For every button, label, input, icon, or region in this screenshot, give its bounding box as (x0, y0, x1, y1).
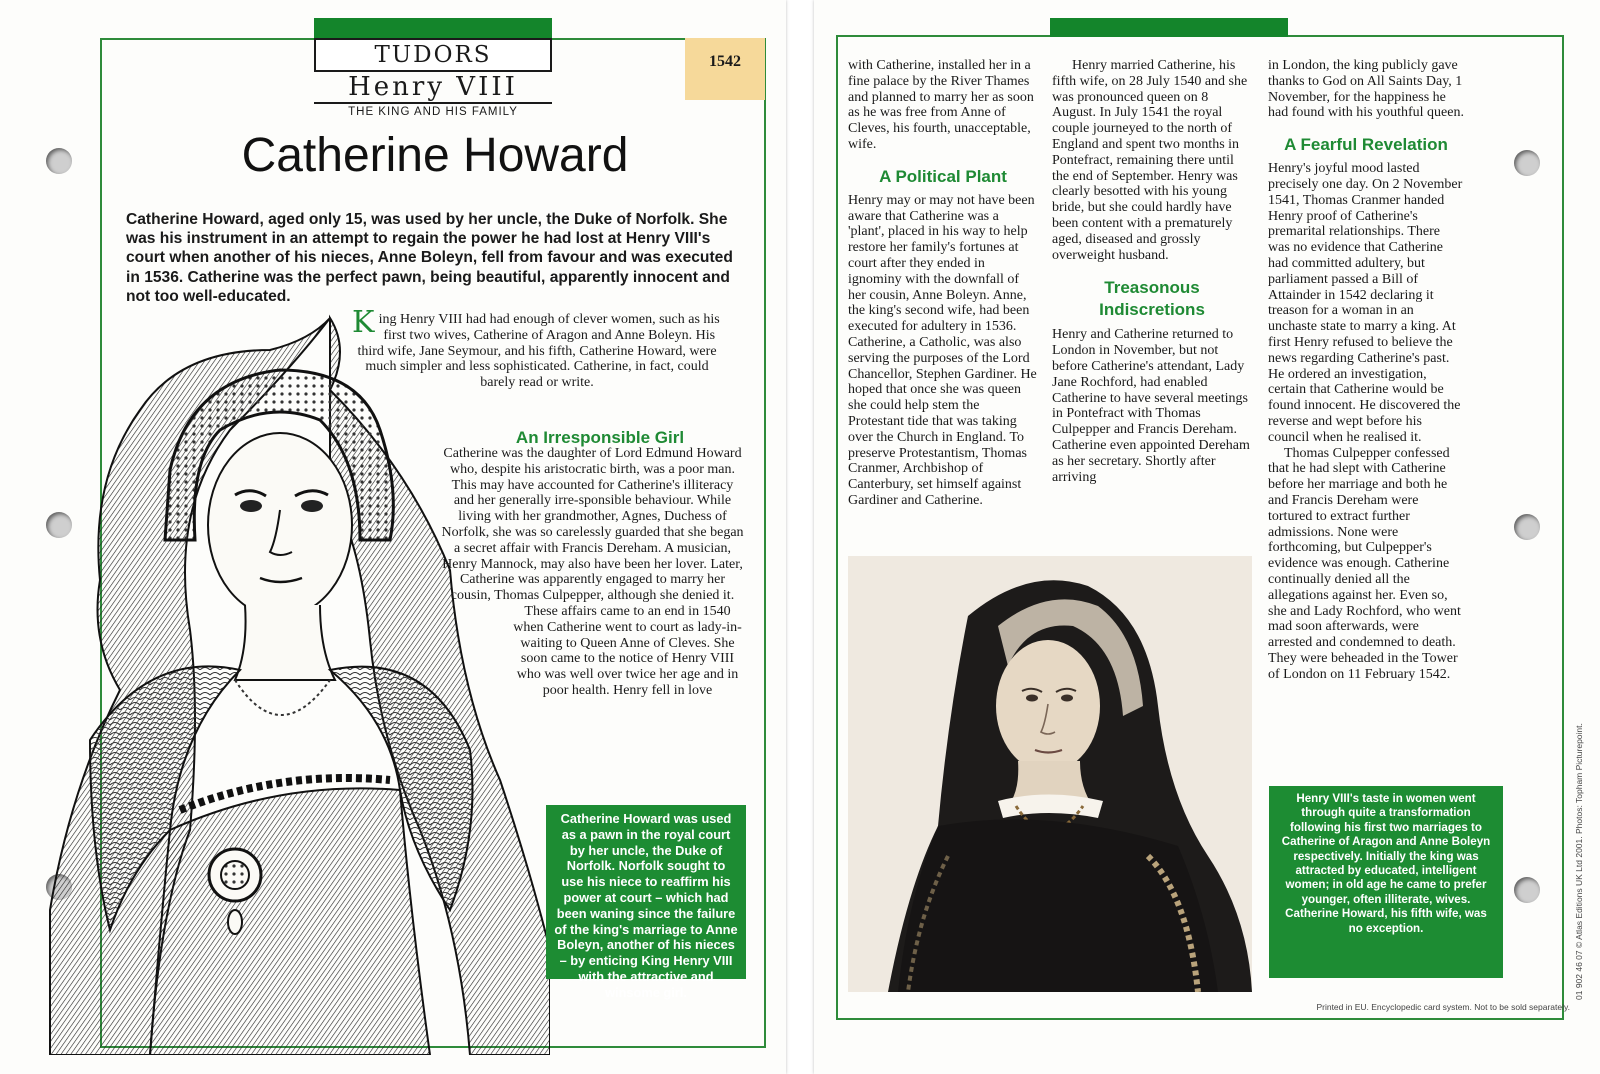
section-heading (1052, 277, 1252, 321)
subtitle: THE KING AND HIS FAMILY (348, 106, 518, 118)
body-paragraph: Henry married Catherine, his fifth wife, on 28 July 1540 and she was pronounced queen on 8 August. In July 1541 the royal couple journeyed to the north of England and spent two months in Pontefract, remaining there until the end of September. Henry was clearly besotted with his young bride, but she could hardly have been content with a prematurely aged, diseased and grossly overweight husband. (1052, 58, 1248, 263)
section-heading: A Political Plant (879, 166, 1007, 186)
page-title: Catherine Howard (241, 129, 629, 182)
body-paragraph: in London, the king publicly gave thanks to God on All Saints Day, 1 November, for the happiness he had found with his youthful queen. (1268, 58, 1464, 121)
caption-box: Henry VIII's taste in women went through quite a transformation following his first two marriages to Catherine of Aragon and Anne Boleyn respectively. Initially the king was attracted by educated, intelligent women; in old age he came to prefer younger, often illiterate, wives. Catherine Howard, his fifth wife, was no exception. (1269, 786, 1503, 978)
opening-paragraph (352, 305, 722, 391)
drop-cap: K (352, 305, 375, 340)
heading-line: Treasonous (1104, 278, 1200, 298)
opening-text: ing Henry VIII had had enough of clever women, such as his first two wives, Catherine of Aragon and Anne Boleyn. His third wife, Jane Seymour, and his fifth, Catherine Howard, were much simpler and less sophisticated. Catherine, in fact, could barely read or write. (357, 312, 720, 391)
subject-heading: Henry VIII (314, 72, 552, 104)
series-label: TUDORS (314, 38, 552, 72)
section-heading: An Irresponsible Girl (515, 428, 685, 447)
column-3 (1268, 58, 1464, 682)
footer-note: Printed in EU. Encyclopedic card system. Not to be sold separately. (1316, 1002, 1570, 1012)
body-paragraph: Thomas Culpepper confessed that he had slept with Catherine before her marriage and both he and Francis Dereham were tortured to extract further admissions. None were forthcoming, but Culpepper's evidence was enough. Catherine continually denied all the allegations against her. Even so, she and Lady Rochford, who went mad soon afterwards, were arrested and condemned to death. They were beheaded in the Tower of London on 11 February 1542. (1268, 445, 1461, 682)
caption-box: Catherine Howard was used as a pawn in the royal court by her uncle, the Duke of Norfolk. Norfolk sought to use his niece to reaffirm his power at court – which had been waning since the failure of the king's marriage to Anne Boleyn, another of his nieces – by enticing King Henry VIII with the attractive and winsome girl. (546, 805, 746, 979)
intro-paragraph: Catherine Howard, aged only 15, was used by her uncle, the Duke of Norfolk. She was his instrument in an attempt to regain the power he had lost at Henry VIII's court when another of his nieces, Anne Boleyn, fell from favour and was executed in 1536. Catherine was the perfect pawn, being beautiful, apparently innocent and not too well-educated. (126, 211, 733, 305)
year-tab: 1542 (685, 38, 765, 100)
binder-hole (46, 148, 72, 174)
side-credit: 01 902 46 07 © Atlas Editions UK Ltd 2001. Photos: Topham Picturepoint. (1574, 723, 1584, 1000)
body-paragraph: Henry's joyful mood lasted precisely one day. On 2 November 1541, Thomas Cranmer handed Henry proof of Catherine's premarital relationships. There was no evidence that Catherine had committed adultery, but parliament passed a Bill of Attainder in 1542 declaring it treason for a woman in an unchaste state to marry a king. At first Henry refused to believe the news regarding Catherine's past. He ordered an investigation, certain that Catherine would be found innocent. He discovered the reverse and wept before his council when he realised it. (1268, 161, 1463, 445)
right-card (814, 0, 1600, 1074)
column-1 (848, 58, 1038, 509)
catherine-portrait (848, 556, 1252, 992)
column-2 (1052, 58, 1252, 485)
body-paragraph: These affairs came to an end in 1540 when Catherine went to court as lady-in-waiting to Queen Anne of Cleves. She soon came to the notice of Henry VIII who was well over twice her age and in poor health. Henry fell in love (513, 603, 742, 698)
section-heading: A Fearful Revelation (1284, 135, 1448, 155)
body-paragraph: with Catherine, installed her in a fine palace by the River Thames and planned to marry her as soon as he was free from Anne of Cleves, his fourth, unacceptable, wife. (848, 58, 1034, 152)
green-tab (1050, 18, 1288, 37)
green-tab (314, 18, 552, 40)
body-paragraph: Henry may or may not have been aware that Catherine was a 'plant', placed in his way to help restore her family's fortunes at court after they ended in ignominy with the downfall of her cousin, Anne Boleyn. Anne, the king's second wife, had been executed for adultery in 1536. Catherine, a Catholic, was also serving the purposes of the Lord Chancellor, Stephen Gardiner. He hoped that once she was queen she could help stem the Protestant tide that was taking over the Church in England. To preserve Protestantism, Thomas Cranmer, Archbishop of Canterbury, set himself against Gardiner and Catherine. (848, 192, 1037, 508)
body-paragraph: Henry and Catherine returned to London in November, but not before Catherine's attendant, Lady Jane Rochford, had enabled Catherine to have several meetings in Pontefract with Thomas Culpepper and Francis Dereham. Catherine even appointed Dereham as her secretary. Shortly after arriving (1052, 327, 1250, 485)
left-card (0, 0, 786, 1074)
section-irresponsible-girl (440, 446, 745, 699)
body-paragraph: Catherine was the daughter of Lord Edmund Howard who, despite his aristocratic birth, was a poor man. This may have accounted for Catherine's illiteracy and her generally irre-sponsible behaviour. While living with her grandmother, Agnes, Duchess of Norfolk, she was so carelessly guarded that she began a secret affair with Francis Dereham. A musician, Henry Mannock, may also have been her lover. Later, Catherine was apparently engaged to marry her cousin, Thomas Culpepper, although she denied it. (441, 446, 744, 604)
heading-line: Indiscretions (1099, 300, 1205, 320)
portrait-painting (848, 556, 1252, 992)
